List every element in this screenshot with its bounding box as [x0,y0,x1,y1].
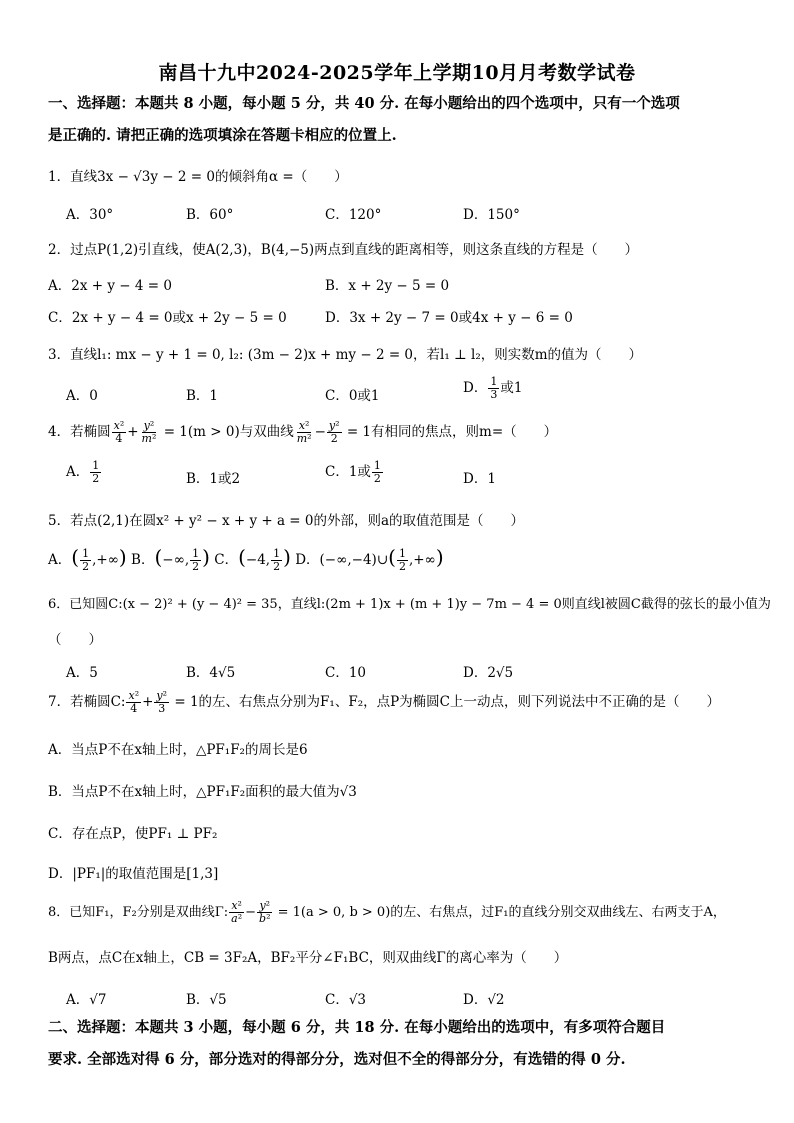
q8-stem-line2: B两点，点C在x轴上，CB = 3F₂A，BF₂平分∠F₁BC，则双曲线Γ的离心率为（ ） [48,950,568,966]
q5-stem: 5．若点(2,1)在圆x² + y² − x + y + a = 0的外部，则a的取值范围是（ ） [48,513,525,529]
fraction: $\frac{1}{2}$ [273,547,281,573]
section1-line2: 是正确的. 请把正确的选项填涂在答题卡相应的位置上. [48,127,397,144]
fraction: $\frac{1}{2}$ [398,547,406,573]
section2-line2: 要求. 全部选对得 6 分，部分选对的得部分分，选对但不全的得部分分，有选错的得 0 分. [48,1051,626,1068]
q5-option-c: C． [214,552,239,568]
q5-option-b: B． [131,552,155,568]
q8-stem-b: = 1(a > 0, b > 0)的左、右焦点，过F₁的直线分别交双曲线左、右两支于A， [273,905,726,920]
q1-stem: 1．直线3x − √3y − 2 = 0的倾斜角α =（ ） [48,169,348,185]
q4-option-d: D．1 [463,471,496,487]
q1-option-c: C．120° [325,207,382,223]
fraction: $\frac{1}{2}$ [373,459,381,485]
q5-option-a: A． [48,552,72,568]
q8-option-d: D．√2 [463,992,505,1008]
fraction: $\frac{1}{2}$ [92,459,100,485]
q8-option-b: B．√5 [186,992,227,1008]
fraction: $\frac{\text{x²}}{4}$ [113,419,125,445]
q4-option-a-label: A． [66,464,90,480]
q3-option-a: A．0 [66,388,98,404]
section1-heading [48,88,748,152]
q4-option-c [325,460,384,485]
q2-option-b: B．x + 2y − 5 = 0 [325,278,450,294]
fraction: $\frac{\text{y²}}{\text{m²}}$ [141,419,157,445]
q8-option-a: A．√7 [66,992,107,1008]
q8-stem: 8．已知F₁，F₂分别是双曲线Γ: $\frac{\text{x²}}{\text{a²}}$ − $\frac{\text{y²}}{\text{b²}}$ = 1(a > 0, b > 0)的左、右焦点，过F₁的直线分别交双曲线左、右两支于A， [48,899,726,925]
fraction: $\frac{\text{x²}}{\text{a²}}$ [231,899,243,925]
q6-option-a: A．5 [66,665,98,681]
q7-option-b: B．当点P不在x轴上时，△PF₁F₂面积的最大值为√3 [48,784,357,800]
q7-stem-a: 7．若椭圆C: [48,694,126,710]
q8-stem-a: 8．已知F₁，F₂分别是双曲线Γ: [48,905,229,920]
q4-stem-b: = 1(m > 0)与双曲线 [159,424,294,440]
q6-option-b: B．4√5 [186,665,236,681]
q6-paren: （ ） [48,632,102,648]
q4-option-a [66,460,102,485]
fraction: $\frac{\text{x²}}{\text{m²}}$ [296,419,312,445]
fraction: $\frac{\text{y²}}{3}$ [156,689,168,715]
fraction: $\frac{1}{3}$ [490,375,498,401]
q5-options: A．( $\frac{1}{2}$ ,+∞) B．(−∞, $\frac{1}{2}$ ) C．(−4, $\frac{1}{2}$ ) D．(−∞,−4)∪( $\frac{1}{2}$ ,+∞) [48,545,444,573]
q6-option-d: D．2√5 [463,665,514,681]
page-title: 南昌十九中2024-2025学年上学期10月月考数学试卷 [158,62,636,84]
q5-option-d: D． [295,552,320,568]
q1-option-d: D．150° [463,207,520,223]
q7-stem-b: = 1的左、右焦点分别为F₁、F₂，点P为椭圆C上一动点，则下列说法中不正确的是（ ） [170,694,721,710]
q8-option-c: C．√3 [325,992,367,1008]
q4-stem-c: = 1有相同的焦点，则m=（ ） [342,424,558,440]
q3-option-d [463,376,522,401]
q7-option-c: C．存在点P，使PF₁ ⊥ PF₂ [48,826,218,842]
q4-option-b: B．1或2 [186,471,241,487]
q7-stem: 7．若椭圆C: $\frac{\text{x²}}{4}$ + $\frac{\text{y²}}{3}$ = 1的左、右焦点分别为F₁、F₂，点P为椭圆C上一动点，则下列说法中不正确的是（ ） [48,689,721,715]
q6-stem: 6．已知圆C:(x − 2)² + (y − 4)² = 35，直线l:(2m + 1)x + (m + 1)y − 7m − 4 = 0则直线l被圆C截得的弦长的最小值为 [48,597,771,612]
q1-option-a: A．30° [66,207,114,223]
q6-option-c: C．10 [325,665,367,681]
section2-line1: 二、选择题：本题共 3 小题，每小题 6 分，共 18 分. 在每小题给出的选项中，有多项符合题目 [48,1019,666,1036]
fraction: $\frac{1}{2}$ [192,547,200,573]
q3-option-d-label: D． [463,380,488,396]
q4-stem: 4．若椭圆 $\frac{\text{x²}}{4}$ + $\frac{\text{y²}}{\text{m²}}$ = 1(m > 0)与双曲线 $\frac{\text{x²}}{\text{m²}}$ − $\frac{\text{y²}}{2}$ = 1有相同的焦点，则m=（ ） [48,419,558,445]
q4-stem-a: 4．若椭圆 [48,424,111,440]
q3-option-b: B．1 [186,388,219,404]
q4-option-c-label: C．1或 [325,464,371,480]
q2-option-c: C．2x + y − 4 = 0或x + 2y − 5 = 0 [48,310,287,326]
q3-stem: 3．直线l₁: mx − y + 1 = 0, l₂: (3m − 2)x + my − 2 = 0，若l₁ ⊥ l₂，则实数m的值为（ ） [48,347,643,363]
q2-option-a: A．2x + y − 4 = 0 [48,278,172,294]
fraction: $\frac{\text{x²}}{4}$ [128,689,140,715]
section2-heading [48,1012,748,1076]
q2-option-d: D．3x + 2y − 7 = 0或4x + y − 6 = 0 [325,310,573,326]
q3-option-d-tail: 或1 [500,380,523,396]
fraction: $\frac{\text{y²}}{2}$ [328,419,340,445]
q3-option-c: C．0或1 [325,388,380,404]
fraction: $\frac{1}{2}$ [82,547,90,573]
section1-line1: 一、选择题：本题共 8 小题，每小题 5 分，共 40 分. 在每小题给出的四个选项中，只有一个选项 [48,95,680,112]
q1-option-b: B．60° [186,207,234,223]
fraction: $\frac{\text{y²}}{\text{b²}}$ [259,899,271,925]
q7-option-a: A．当点P不在x轴上时，△PF₁F₂的周长是6 [48,742,308,758]
q2-stem: 2．过点P(1,2)引直线，使A(2,3)，B(4,−5)两点到直线的距离相等，则这条直线的方程是（ ） [48,242,639,258]
q7-option-d: D．|PF₁|的取值范围是[1,3] [48,866,219,882]
